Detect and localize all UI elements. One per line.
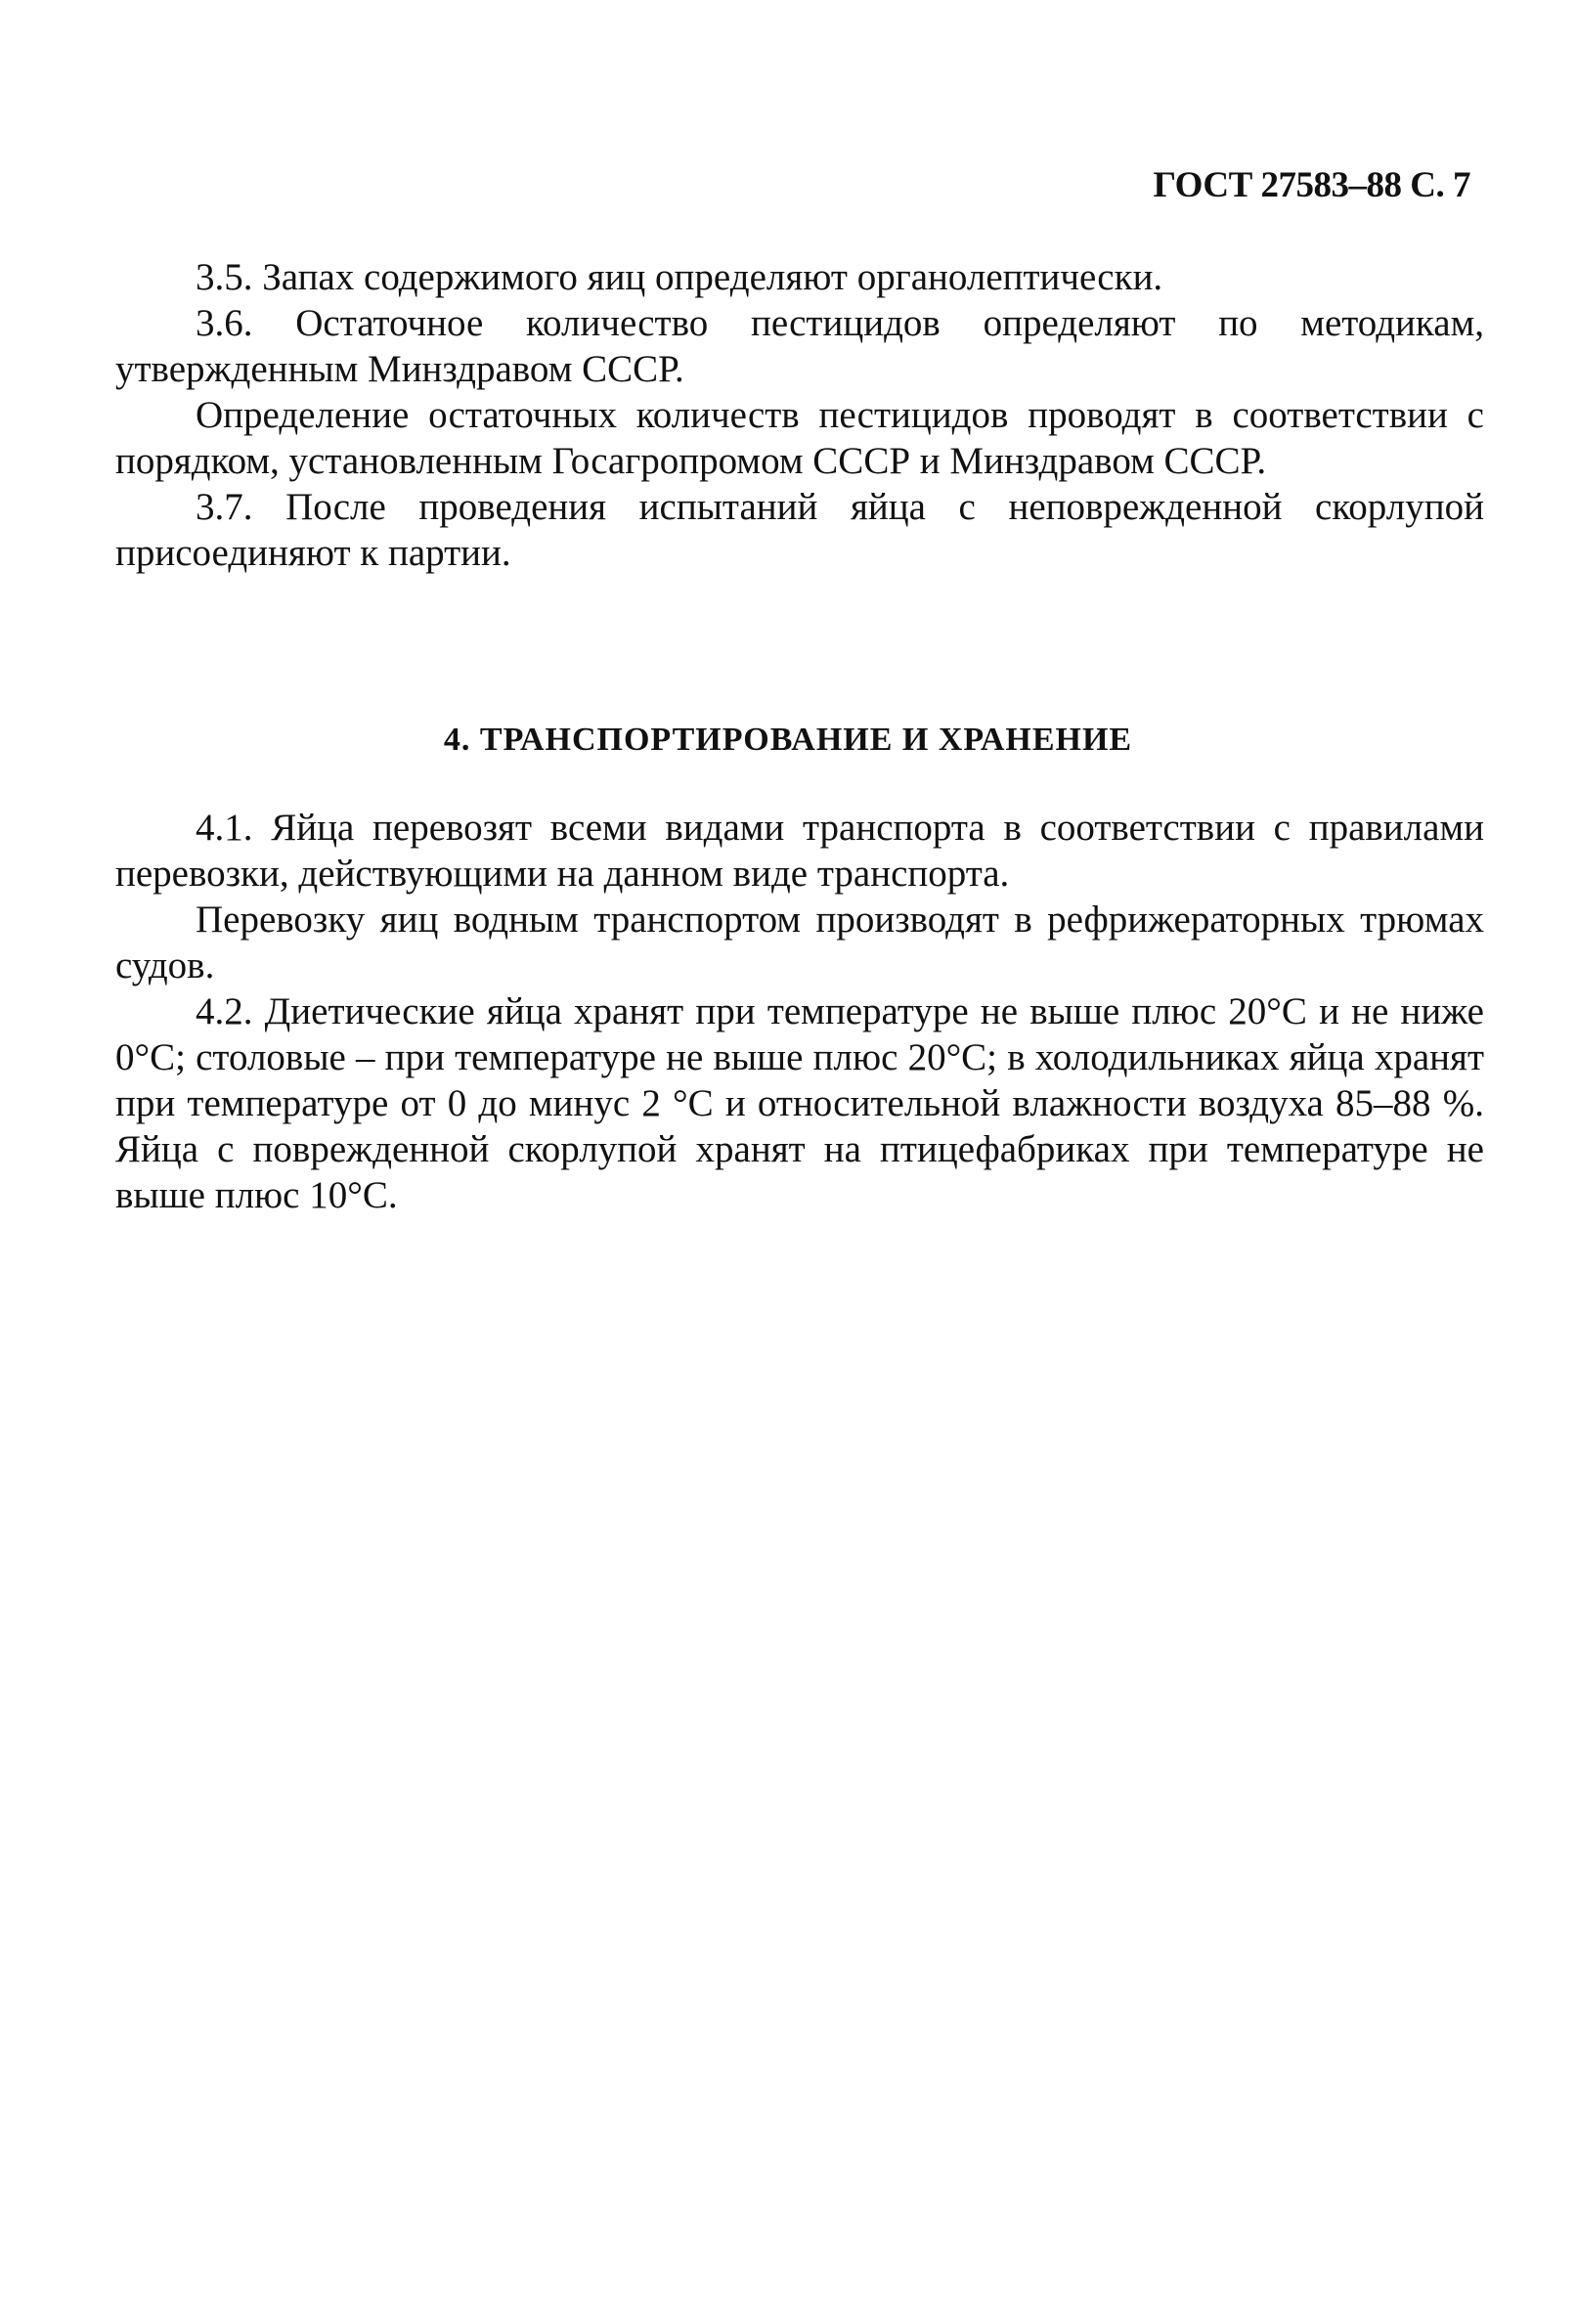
- section-4-title: 4. ТРАНСПОРТИРОВАНИЕ И ХРАНЕНИЕ: [443, 722, 1133, 758]
- paragraph-3-6: 3.6. Остаточное количество пестицидов определяют по методикам, утвержденным Минздравом СССР.: [115, 302, 1484, 390]
- paragraph-3-7: 3.7. После проведения испытаний яйца с неповрежденной скорлупой присоединяют к партии.: [115, 486, 1484, 574]
- paragraph-3-5: 3.5. Запах содержимого яиц определяют органолептически.: [196, 256, 1163, 298]
- paragraph-3-6-cont: Определение остаточных количеств пестицидов проводят в соответствии с порядком, установленным Госагропромом СССР и Минздравом СССР.: [115, 394, 1484, 482]
- page-header-doc-ref: ГОСТ 27583–88 С. 7: [1153, 165, 1470, 205]
- paragraph-4-1-cont: Перевозку яиц водным транспортом производят в рефрижераторных трюмах судов.: [115, 899, 1484, 987]
- section-3-body: [115, 254, 1484, 576]
- paragraph-4-2: 4.2. Диетические яйца хранят при температуре не выше плюс 20°С и не ниже 0°С; столовые – при температуре не выше плюс 20°С; в холодильниках яйца хранят при температуре от 0 до минус 2 °С и относительной влажности воздуха 85–88 %. Яйца с поврежденной скорлупой хранят на птицефабриках при температуре не выше плюс 10°С.: [115, 990, 1484, 1216]
- section-4-body: [115, 805, 1484, 1218]
- paragraph-4-1: 4.1. Яйца перевозят всеми видами транспорта в соответствии с правилами перевозки, действующими на данном виде транспорта.: [115, 807, 1484, 895]
